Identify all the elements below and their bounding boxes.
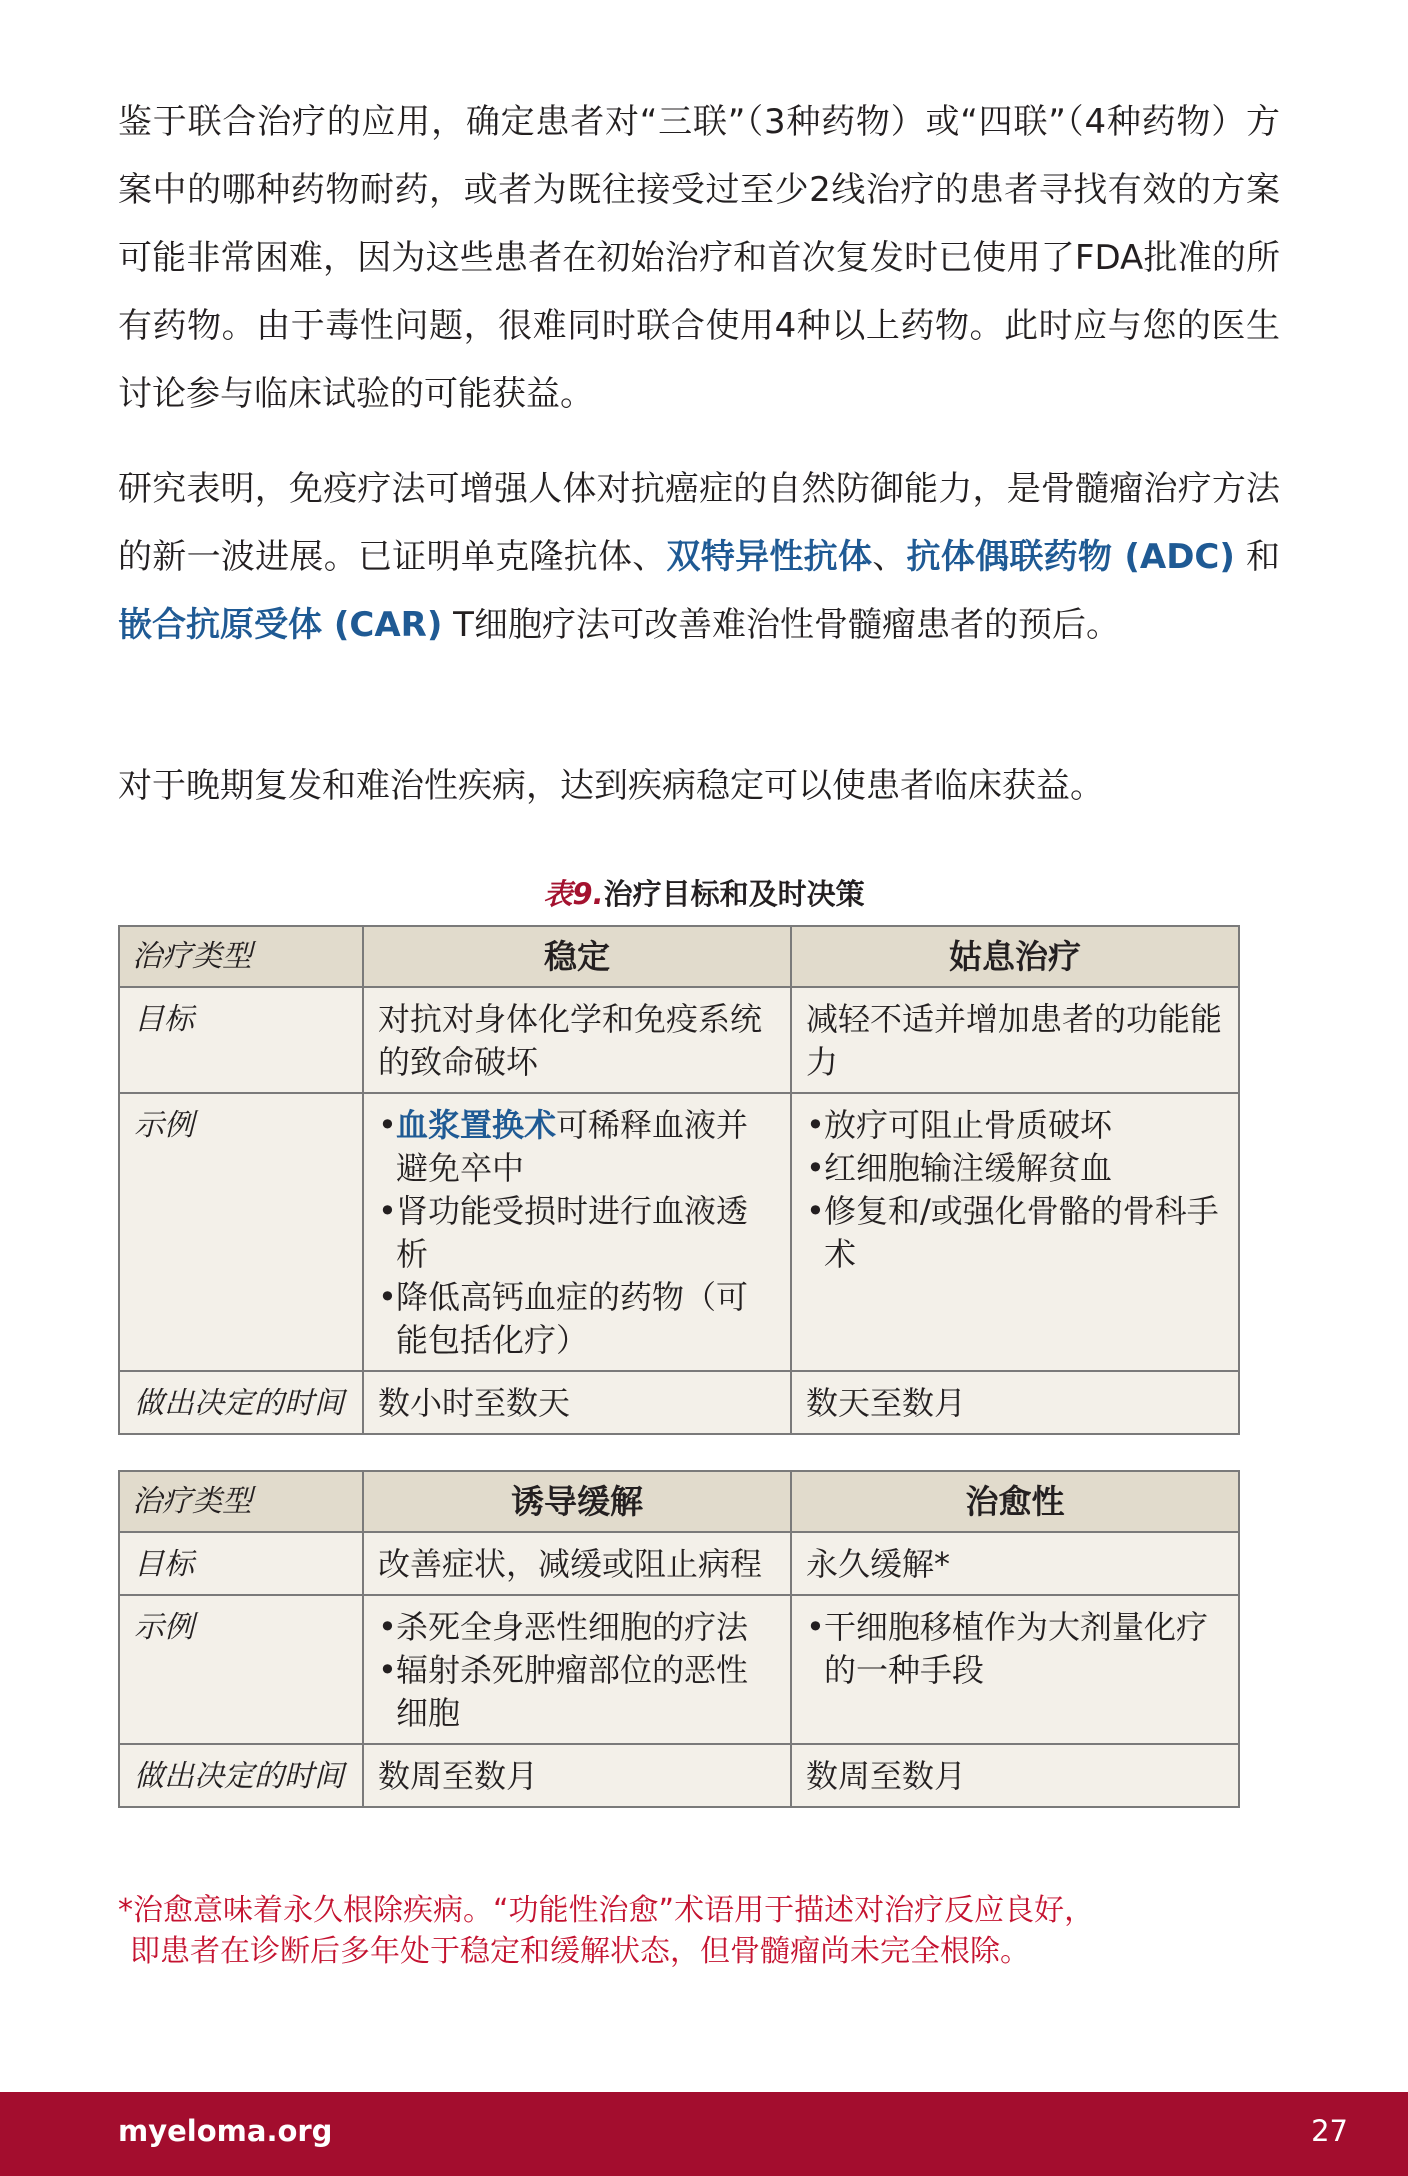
table-cell [363, 1595, 791, 1744]
table-footnote [118, 1890, 1298, 1972]
table-cell [791, 1093, 1239, 1371]
adc-link[interactable]: 抗体偶联药物 (ADC) [906, 537, 1235, 577]
list-item: • 降低高钙血症的药物（可能包括化疗） [378, 1276, 778, 1362]
page-number: 27 [1311, 2114, 1348, 2148]
car-link[interactable]: 嵌合抗原受体 (CAR) [118, 605, 443, 645]
list-item: • 干细胞移植作为大剂量化疗的一种手段 [806, 1606, 1226, 1692]
table-row [119, 1744, 1239, 1807]
treatment-goals-table-part-2 [118, 1470, 1240, 1808]
body-paragraph: 鉴于联合治疗的应用，确定患者对“三联”（3种药物）或“四联”（4种药物）方案中的哪种药物耐药，或者为既往接受过至少2线治疗的患者寻找有效的方案可能非常困难，因为这些患者在初始治疗和首次复发时已使用了FDA批准的所有药物。由于毒性问题，很难同时联合使用4种以上药物。此时应与您的医生讨论参与临床试验的可能获益。 [118, 102, 1280, 414]
table-cell: 减轻不适并增加患者的功能能力 [791, 987, 1239, 1093]
list-item: • 红细胞输注缓解贫血 [806, 1147, 1226, 1190]
list-item: • 修复和/或强化骨骼的骨科手术 [806, 1190, 1226, 1276]
list-item: • 放疗可阻止骨质破坏 [806, 1104, 1226, 1147]
table-cell: 永久缓解* [791, 1532, 1239, 1595]
row-label-examples: 示例 [119, 1595, 363, 1744]
example-list [806, 1606, 1226, 1692]
table-row [119, 1093, 1239, 1371]
paragraph-text: 和 [1234, 537, 1281, 577]
table-row [119, 1371, 1239, 1434]
bispecific-antibody-link[interactable]: 双特异性抗体 [666, 537, 873, 577]
example-list [378, 1104, 778, 1362]
table-cell: 数天至数月 [791, 1371, 1239, 1434]
table-row [119, 987, 1239, 1093]
paragraph-text: 研究表明，免疫疗法可增强人体对抗癌症的自然防御能力，是骨髓瘤治疗方法的新一波进展。已证明单克隆抗体、 [118, 469, 1280, 577]
table-number: 表9. [543, 877, 604, 911]
list-item [378, 1104, 778, 1190]
page-footer [0, 2092, 1408, 2176]
table-header-row [119, 1471, 1239, 1532]
treatment-goals-table-part-1 [118, 925, 1240, 1435]
column-header: 诱导缓解 [363, 1471, 791, 1532]
example-list [378, 1606, 778, 1735]
table-header-row [119, 926, 1239, 987]
table-row [119, 1532, 1239, 1595]
row-label-type: 治疗类型 [119, 1471, 363, 1532]
example-list [806, 1104, 1226, 1276]
table-cell: 数小时至数天 [363, 1371, 791, 1434]
body-paragraph [118, 455, 1280, 659]
row-label-type: 治疗类型 [119, 926, 363, 987]
row-label-goal: 目标 [119, 987, 363, 1093]
row-label-decision-time: 做出决定的时间 [119, 1744, 363, 1807]
table-title: 治疗目标和及时决策 [603, 877, 865, 911]
table-caption [0, 872, 1408, 913]
website-link[interactable]: myeloma.org [118, 2114, 333, 2148]
table-cell [363, 1093, 791, 1371]
column-header: 治愈性 [791, 1471, 1239, 1532]
column-header: 姑息治疗 [791, 926, 1239, 987]
table-cell: 数周至数月 [363, 1744, 791, 1807]
table-cell: 改善症状，减缓或阻止病程 [363, 1532, 791, 1595]
row-label-decision-time: 做出决定的时间 [119, 1371, 363, 1434]
paragraph-text: T细胞疗法可改善难治性骨髓瘤患者的预后。 [442, 605, 1120, 645]
paragraph-text: 、 [872, 537, 907, 577]
table-cell [791, 1595, 1239, 1744]
footnote-line: *治愈意味着永久根除疾病。“功能性治愈”术语用于描述对治疗反应良好， [118, 1893, 1095, 1928]
list-item: • 肾功能受损时进行血液透析 [378, 1190, 778, 1276]
list-item: • 辐射杀死肿瘤部位的恶性细胞 [378, 1649, 778, 1735]
row-label-examples: 示例 [119, 1093, 363, 1371]
plasmapheresis-link[interactable]: 血浆置换术 [396, 1106, 557, 1144]
column-header: 稳定 [363, 926, 791, 987]
list-item: • 杀死全身恶性细胞的疗法 [378, 1606, 778, 1649]
table-cell: 数周至数月 [791, 1744, 1239, 1807]
body-paragraph: 对于晚期复发和难治性疾病，达到疾病稳定可以使患者临床获益。 [118, 766, 1104, 806]
list-item-text: 可稀释血液并避免卒中 [396, 1106, 749, 1187]
row-label-goal: 目标 [119, 1532, 363, 1595]
table-cell: 对抗对身体化学和免疫系统的致命破坏 [363, 987, 791, 1093]
table-row [119, 1595, 1239, 1744]
footnote-line: 即患者在诊断后多年处于稳定和缓解状态，但骨髓瘤尚未完全根除。 [130, 1934, 1030, 1969]
